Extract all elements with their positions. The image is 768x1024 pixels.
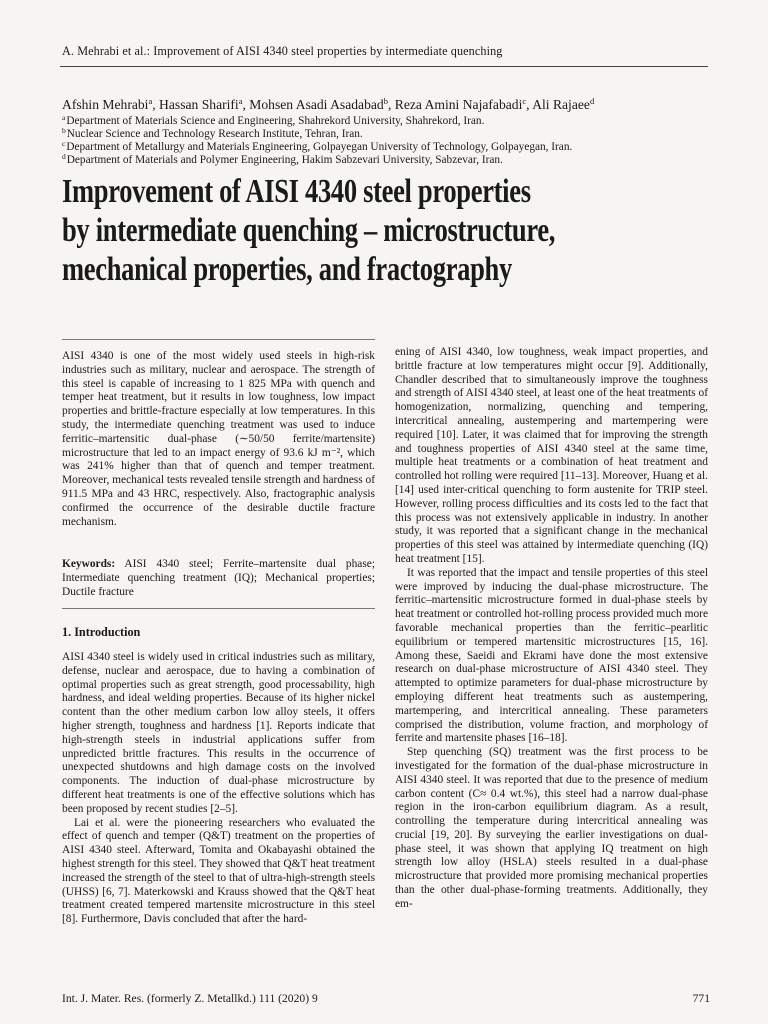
keywords [62, 558, 375, 599]
keywords-label: Keywords: [62, 558, 116, 570]
page-number: 771 [692, 992, 710, 1005]
article-title [62, 172, 722, 289]
abstract [62, 350, 375, 529]
keywords-text: AISI 4340 steel; Ferrite–martensite dual phase; Intermediate quenching treatment (IQ); Mechanical properties; Ductile fracture [62, 558, 376, 598]
author-list [62, 93, 722, 113]
right-column [395, 346, 708, 912]
paragraph: AISI 4340 steel is widely used in critical industries such as military, defense, nuclear and aerospace, due to having a combination of optimal properties such as great strength, good processability, high hardness, and ideal welding properties. Because of its higher nickel content than the other medium carbon low alloy steels, it offers higher strength, toughness and hardness [1]. Reports indicate that high-strength steels in industrial applications suffer from unpredicted brittle fractures. This results in the occurrence of unexpected shutdowns and high damage costs on the involved components. The induction of dual-phase microstructure by different heat treatments is one of the effective solutions which has been proposed by recent studies [2–5]. [62, 651, 375, 815]
author: Afshin Mehrabi$^a$, [62, 96, 160, 112]
author: Reza Amini Najafabadi$^c$, [394, 96, 533, 112]
author: Ali Rajaee$^d$ [532, 96, 595, 112]
affiliation: $^b$Nuclear Science and Technology Research Institute, Tehran, Iran. [62, 126, 363, 140]
header-rule [60, 66, 708, 67]
keywords-bottom-rule [62, 608, 375, 609]
paragraph: Lai et al. were the pioneering researchers who evaluated the effect of quench and temper (Q&T) treatment on the properties of AISI 4340 steel. Afterward, Tomita and Okabayashi obtained the highest strength for this steel. They showed that Q&T heat treatment increased the strength of the steel to that of ultra-high-strength steels (UHSS) [6, 7]. Materkowski and Krauss showed that the Q&T heat treatment created tempered martensite microstructure in this steel [8]. Furthermore, Davis concluded that after the hard- [62, 816, 375, 926]
affiliation: $^a$Department of Materials Science and Engineering, Shahrekord University, Shahrekord, Iran. [62, 113, 485, 127]
title-line: by intermediate quenching – microstructure, [62, 212, 556, 249]
introduction-body [62, 651, 375, 927]
author: Mohsen Asadi Asadabad$^b$, [249, 96, 395, 112]
title-line: Improvement of AISI 4340 steel properties [62, 173, 531, 210]
paragraph: ening of AISI 4340, low toughness, weak impact properties, and brittle fracture at low temperatures might occur [9]. Additionally, Chandler described that to simultaneously improve the toughness and strength of AISI 4340 steel, at least one of the heat treatments of homogenization, normalizing, quenching and tempering, intercritical annealing, austempering and martempering were required [10]. Later, it was claimed that for improving the strength and toughness properties of AISI 4340 steel at the same time, multiple heat treatments or a combination of heat treatment and controlled hot rolling were required [11–13]. Moreover, Huang et al. [14] used inter-critical quenching to form austenite for TRIP steel. However, rolling process difficulties and its costs led to the fact that this process was not extensively applicable in industry. In another study, it was reported that a significant change in the mechanical properties of this steel was attained by intermediate quenching (IQ) heat treatment [15]. [395, 346, 708, 565]
affiliation: $^c$Department of Metallurgy and Materials Engineering, Golpayegan University of Technology, Golpayegan, Iran. [62, 139, 573, 153]
running-head: A. Mehrabi et al.: Improvement of AISI 4340 steel properties by intermediate quenching [62, 44, 503, 58]
paragraph: It was reported that the impact and tensile properties of this steel were improved by inducing the dual-phase microstructure. The ferritic–martensitic microstructure formed in dual-phase steels by heat treatment or controlled hot-rolling process provided much more favorable mechanical properties than the ferritic–pearlitic equilibrium or tempered martensitic microstructures [15, 16]. Among these, Saeidi and Ekrami have done the most extensive research on dual-phase microstructure of AISI 4340 steel. They attempted to optimize parameters for dual-phase microstructure by employing different heat treatments such as austempering, martempering, and intercritical annealing. These parameters comprised the distribution, volume fraction, and morphology of ferrite and martensite phases [16–18]. [395, 566, 708, 745]
affiliation: $^d$Department of Materials and Polymer Engineering, Hakim Sabzevari University, Sabzevar, Iran. [62, 152, 503, 166]
paragraph: Step quenching (SQ) treatment was the first process to be investigated for the formation of the dual-phase microstructure in AISI 4340 steel. It was reported that due to the presence of medium carbon content (C≈ 0.4 wt.%), this steel had a narrow dual-phase region in the iron-carbon equilibrium diagram. As a result, controlling the temperature during intercritical annealing was crucial [19, 20]. By surveying the earlier investigations on dual-phase steel, it was shown that applying IQ treatment on high strength low alloy (HSLA) steels resulted in a dual-phase microstructure that provided more promising mechanical properties than the other dual-phase-forming treatments. Additionally, they em- [395, 746, 708, 910]
section-heading-introduction: 1. Introduction [62, 625, 141, 639]
abstract-top-rule [62, 339, 375, 340]
journal-citation: Int. J. Mater. Res. (formerly Z. Metallkd.) 111 (2020) 9 [62, 992, 318, 1005]
abstract-text: AISI 4340 is one of the most widely used steels in high-risk industries such as military, nuclear and aerospace. The strength of this steel is capable of increasing to 1 825 MPa with quench and temper heat treatment, but it results in low toughness, low impact properties and brittle-fracture especially at low temperatures. In this study, the intermediate quenching treatment was used to induce ferritic–martensitic dual-phase (∼50/50 ferrite/martensite) microstructure that led to an impact energy of 93.6 kJ m⁻², which was 241% higher than that of quench and temper treatment. Moreover, mechanical tests revealed tensile strength and hardness of 911.5 MPa and 43 HRC, respectively. Also, fractographic analysis confirmed the occurrence of the desirable ductile fracture mechanism. [62, 350, 375, 528]
title-line: mechanical properties, and fractography [62, 251, 512, 288]
author: Hassan Sharifi$^a$, [159, 96, 250, 112]
